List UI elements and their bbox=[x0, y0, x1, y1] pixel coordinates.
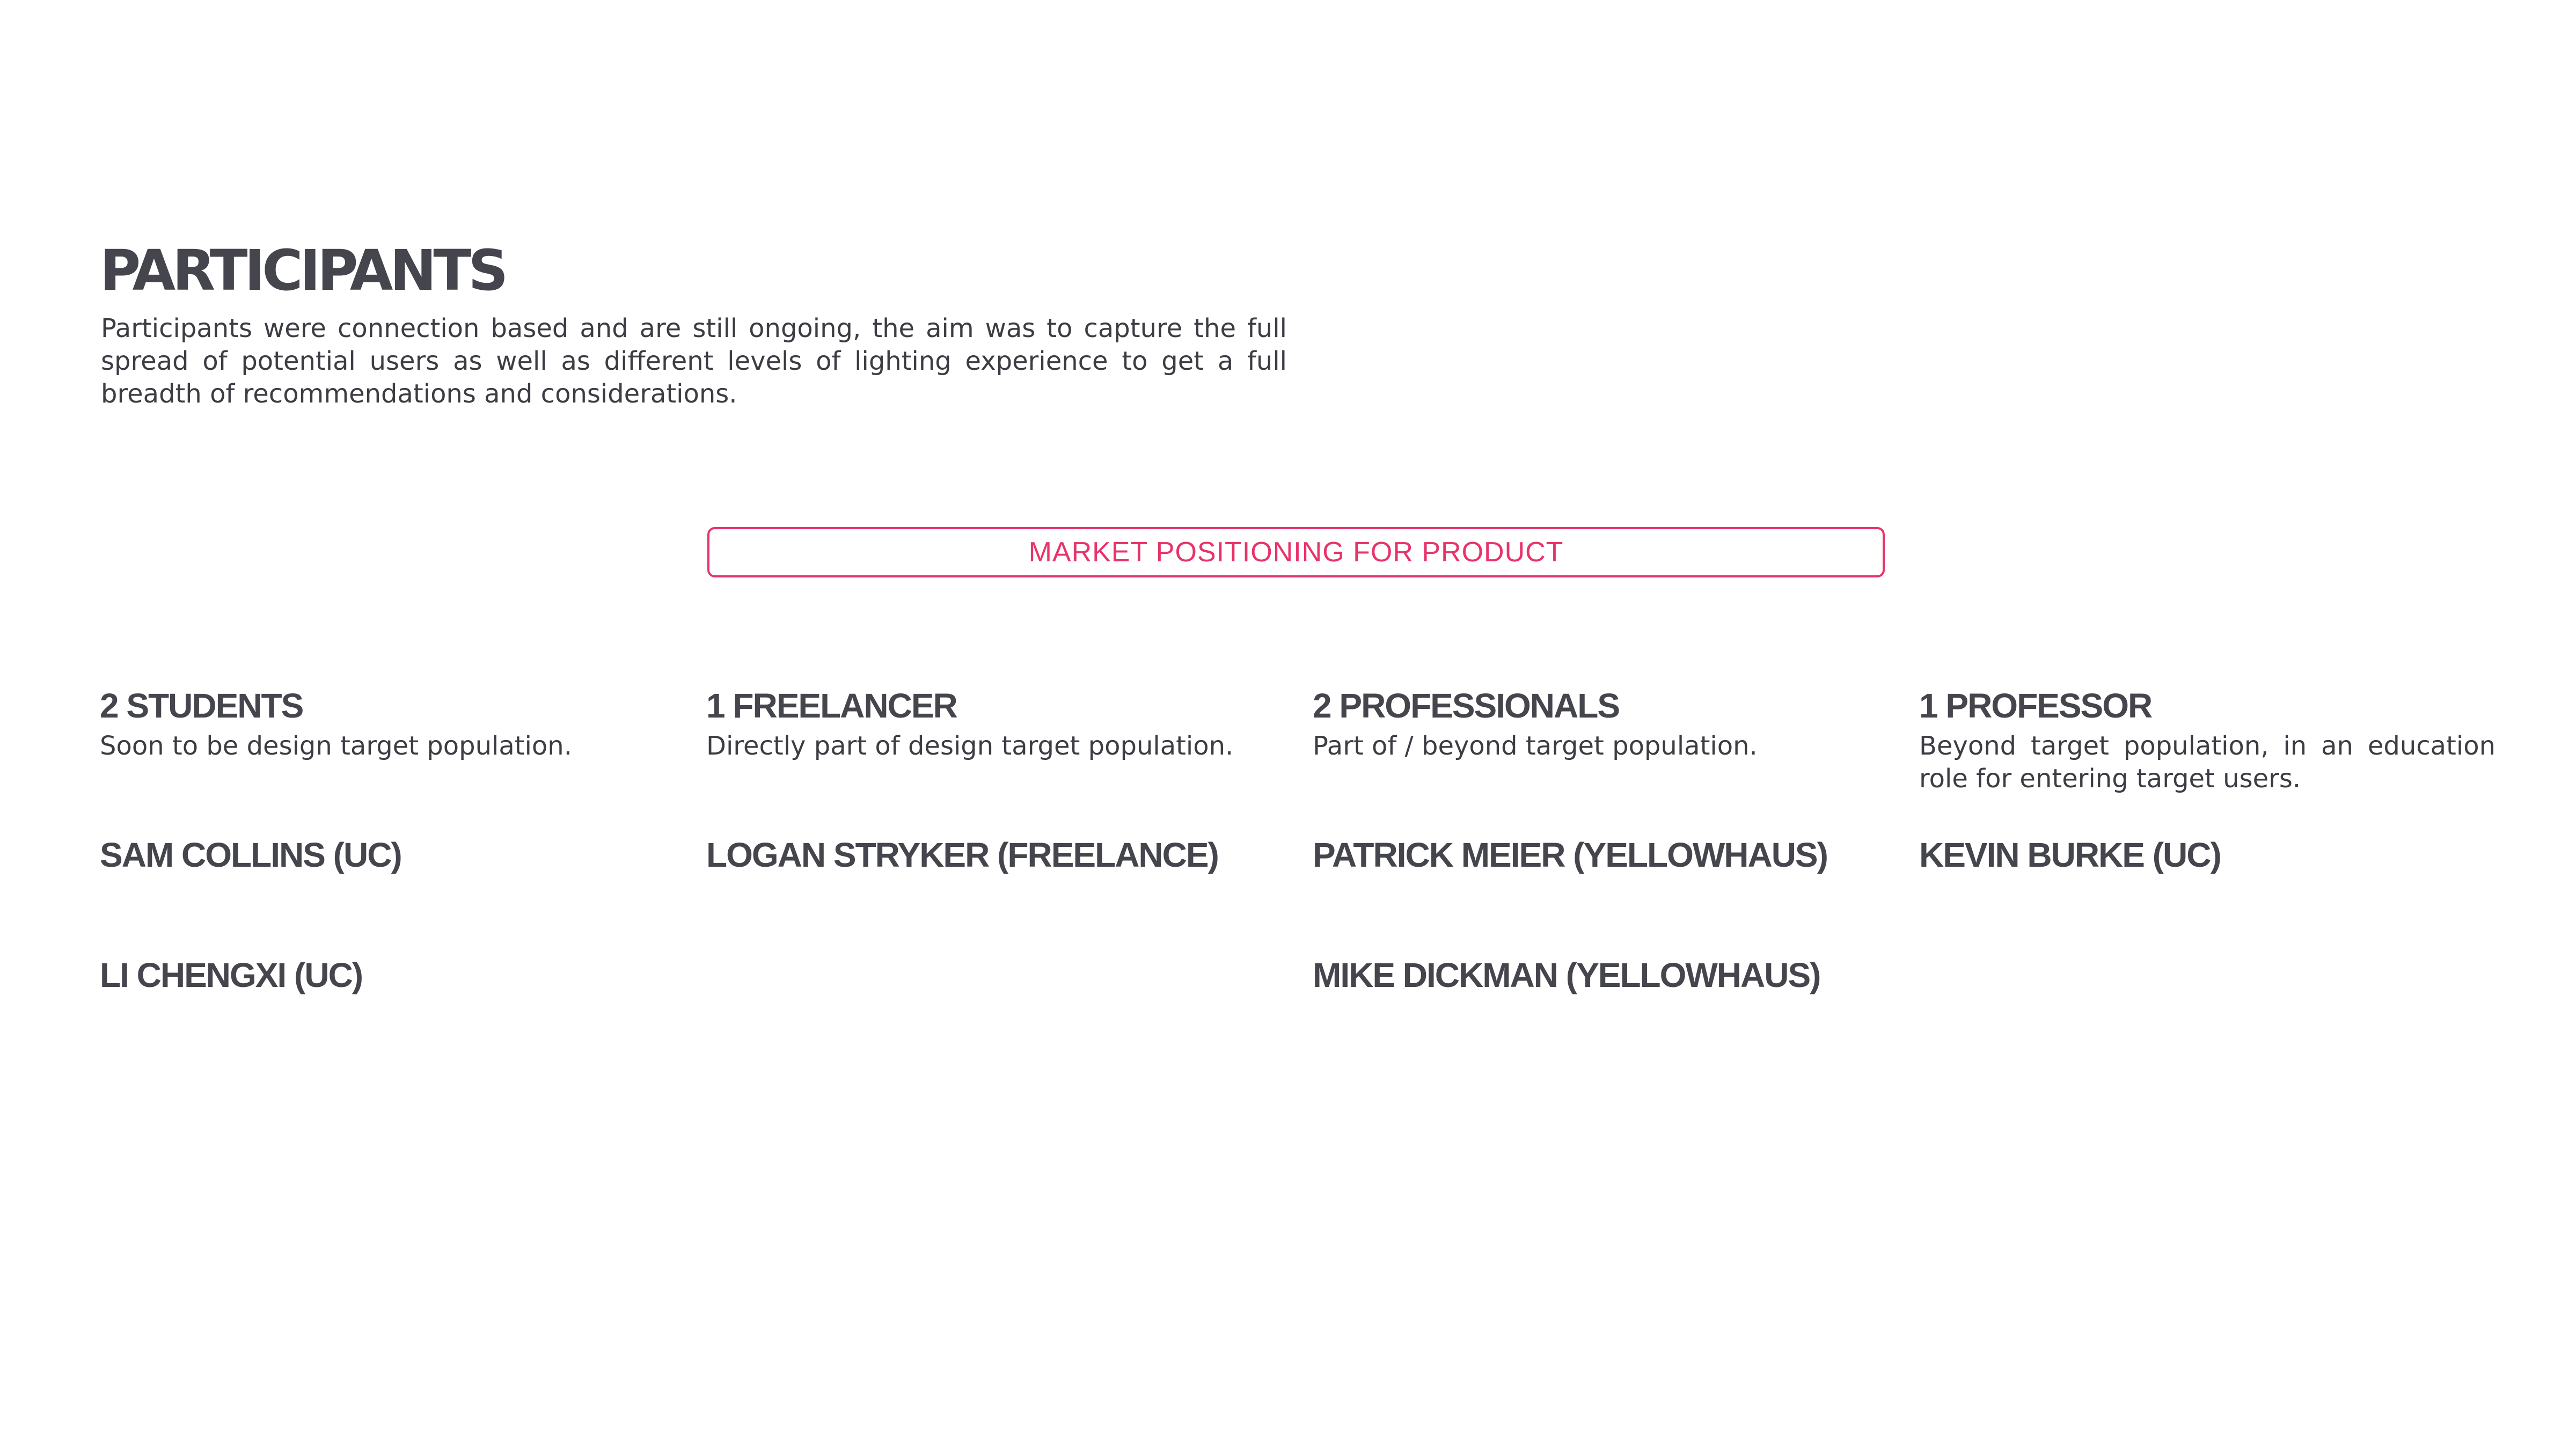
participant-name: LI CHENGXI (UC) bbox=[100, 956, 363, 994]
participant-name: LOGAN STRYKER (FREELANCE) bbox=[706, 836, 1218, 874]
participant-name: SAM COLLINS (UC) bbox=[100, 836, 401, 874]
participant-name: MIKE DICKMAN (YELLOWHAUS) bbox=[1313, 956, 1820, 994]
participant-group-freelancer bbox=[706, 682, 1275, 763]
group-description: Part of / beyond target population. bbox=[1313, 731, 1758, 761]
participant-group-professionals bbox=[1313, 682, 1882, 763]
participant-name: PATRICK MEIER (YELLOWHAUS) bbox=[1313, 836, 1827, 874]
group-description: Soon to be design target population. bbox=[100, 731, 572, 761]
intro-paragraph: Participants were connection based and are still ongoing, the aim was to capture the full spread of potential users as well as different levels of lighting experience to get a full breadth of recommendations and considerations. bbox=[101, 313, 1287, 409]
group-description: Beyond target population, in an education role for entering target users. bbox=[1919, 731, 2496, 794]
page-title: PARTICIPANTS bbox=[100, 238, 506, 303]
group-heading: 2 STUDENTS bbox=[100, 686, 303, 725]
group-heading: 1 PROFESSOR bbox=[1919, 686, 2152, 725]
participant-name: KEVIN BURKE (UC) bbox=[1919, 836, 2221, 874]
group-heading: 2 PROFESSIONALS bbox=[1313, 686, 1619, 725]
market-positioning-label: MARKET POSITIONING FOR PRODUCT bbox=[707, 527, 1885, 577]
participant-group-professor bbox=[1919, 682, 2496, 795]
participant-group-students bbox=[100, 682, 669, 763]
group-description: Directly part of design target population. bbox=[706, 731, 1234, 761]
group-heading: 1 FREELANCER bbox=[706, 686, 957, 725]
